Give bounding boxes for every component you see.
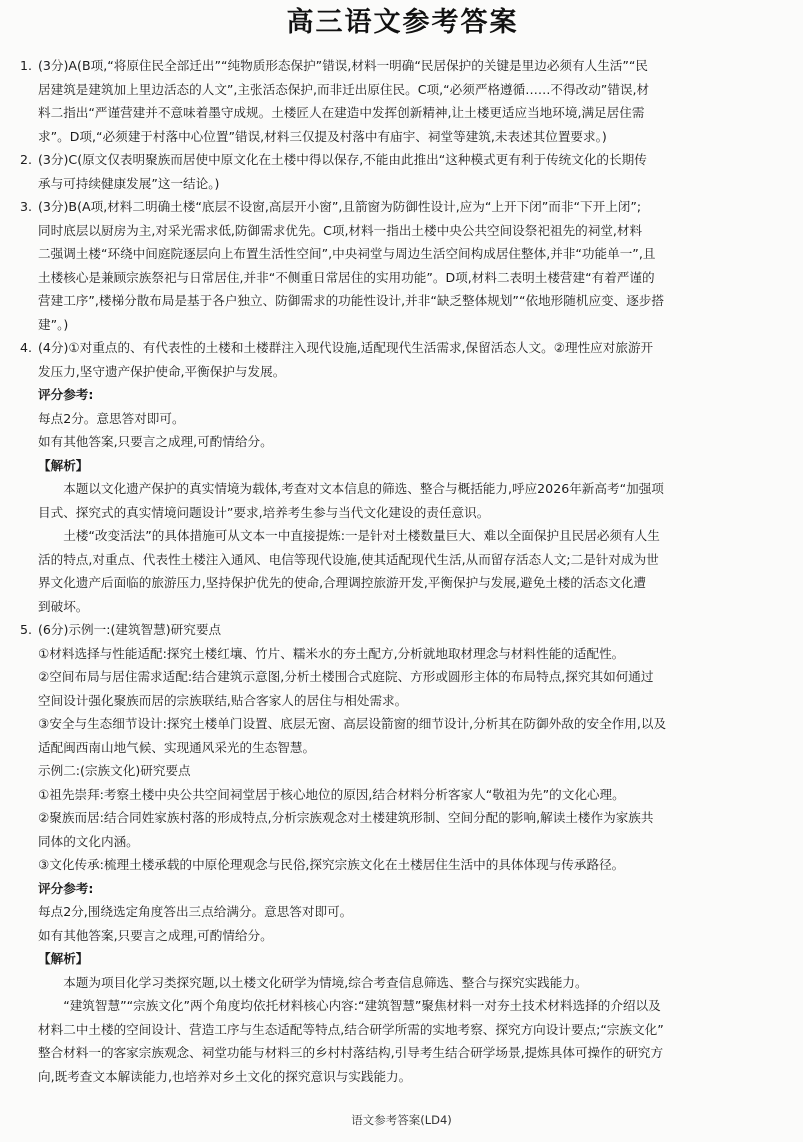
answer-line: (4分)①对重点的、有代表性的土楼和土楼群注入现代设施,适配现代生活需求,保留活态人文。②理性应对旅游开 [38,340,654,355]
example-1-point: ②空间布局与居住需求适配:结合建筑示意图,分析土楼围合式庭院、方形或圆形主体的布局特点,探究其如何通过 [38,669,654,684]
example-2-point: ②聚族而居:结合同姓家族村落的形成特点,分析宗族观念对土楼建筑形制、空间分配的影响,解读土楼作为家族共 [38,810,654,825]
answer-line: 居建筑是建筑加上里边活态的人文”,主张活态保护,而非迁出原住民。C项,“必须严格遵循……不得改动”错误,材 [38,81,650,97]
example-1-point: 空间设计强化聚族而居的宗族联结,贴合客家人的居住与相处需求。 [38,692,408,708]
analysis-line: 向,既考查文本解读能力,也培养对乡土文化的探究意识与实践能力。 [38,1068,412,1084]
answer-line: 发压力,坚守遗产保护使命,平衡保护与发展。 [38,363,286,379]
answer-line: 求”。D项,“必须建于村落中心位置”错误,材料三仅提及村落中有庙宇、祠堂等建筑,未表述其位置要求。) [38,128,607,144]
analysis-line: 界文化遗产后面临的旅游压力,坚持保护优先的使命,合理调控旅游开发,平衡保护与发展,避免土楼的活态文化遭 [38,575,646,590]
answer-line: (3分)B(A项,材料二明确土楼“底层不设窗,高层开小窗”,且箭窗为防御性设计,应为“上开下闭”而非“下开上闭”; [38,199,642,214]
question-number: 4. [20,340,33,355]
analysis-header: 【解析】 [38,457,89,473]
analysis-line: 本题以文化遗产保护的真实情境为载体,考查对文本信息的筛选、整合与概括能力,呼应2026年新高考“加强项 [63,481,664,496]
question-number: 1. [20,58,33,73]
answer-line: 承与可持续健康发展”这一结论。) [38,175,220,191]
analysis-header: 【解析】 [38,951,89,966]
analysis-line: 土楼“改变活法”的具体措施可从文本一中直接提炼:一是针对土楼数量巨大、难以全面保护且民居必须有人生 [63,528,660,543]
example-1-point: ①材料选择与性能适配:探究土楼红壤、竹片、糯米水的夯土配方,分析就地取材理念与材料性能的适配性。 [38,645,625,661]
answer-line: (6分)示例一:(建筑智慧)研究要点 [38,622,222,637]
analysis-line: “建筑智慧”“宗族文化”两个角度均依托材料核心内容:“建筑智慧”聚焦材料一对夯土技术材料选择的介绍以及 [63,998,661,1013]
question-4 [20,336,785,618]
scoring-header: 评分参考: [38,880,94,896]
question-1 [20,54,785,148]
analysis-line: 到破坏。 [38,598,89,614]
example-1-point: 适配闽西南山地气候、实现通风采光的生态智慧。 [38,739,316,755]
answer-line: 同时底层以厨房为主,对采光需求低,防御需求优先。C项,材料一指出土楼中央公共空间设祭祀祖先的祠堂,材料 [38,222,643,238]
question-5 [20,618,785,1088]
page-footer: 语文参考答案(LD4) [351,1113,452,1127]
question-3 [20,195,785,336]
question-number: 2. [20,152,33,167]
example-2-point: ①祖先崇拜:考察土楼中央公共空间祠堂居于核心地位的原因,结合材料分析客家人“敬祖为先”的文化心理。 [38,786,625,802]
page-title: 高三语文参考答案 [286,7,519,38]
scoring-line: 如有其他答案,只要言之成理,可酌情给分。 [38,927,273,943]
question-number: 5. [20,622,33,637]
analysis-line: 本题为项目化学习类探究题,以土楼文化研学为情境,综合考查信息筛选、整合与探究实践能力。 [63,974,588,990]
example-1-point: ③安全与生态细节设计:探究土楼单门设置、底层无窗、高层设箭窗的细节设计,分析其在防御外敌的安全作用,以及 [38,716,667,731]
answer-line: 土楼核心是兼顾宗族祭祀与日常居住,并非“不侧重日常居住的实用功能”。D项,材料二表明土楼营建“有着严谨的 [38,269,655,285]
answer-line: 建”。) [38,316,69,332]
analysis-line: 材料二中土楼的空间设计、营造工序与生态适配等特点,结合研学所需的实地考察、探究方向设计要点;“宗族文化” [38,1021,664,1037]
answer-line: (3分)A(B项,“将原住民全部迁出”“纯物质形态保护”错误,材料一明确“民居保护的关键是里边必须有人生活”“民 [38,58,649,73]
answer-line: 二强调土楼“环绕中间庭院逐层向上布置生活性空间”,中央祠堂与周边生活空间构成居住整体,并非“功能单一”,且 [38,246,656,261]
scoring-line: 如有其他答案,只要言之成理,可酌情给分。 [38,434,273,449]
scoring-line: 每点2分,围绕选定角度答出三点给满分。意思答对即可。 [38,904,353,919]
scoring-line: 每点2分。意思答对即可。 [38,410,185,426]
scoring-header: 评分参考: [38,387,94,402]
example-2-point: 同体的文化内涵。 [38,833,139,849]
answer-line: 营建工序”,楼梯分散布局是基于各户独立、防御需求的功能性设计,并非“缺乏整体规划”“依地形随机应变、逐步搭 [38,293,665,308]
analysis-line: 活的特点,对重点、代表性土楼注入通风、电信等现代设施,使其适配现代生活,从而留存活态人文;二是针对成为世 [38,551,659,567]
analysis-line: 整合材料一的客家宗族观念、祠堂功能与材料三的乡村村落结构,引导考生结合研学场景,提炼具体可操作的研究方 [38,1045,664,1060]
question-number: 3. [20,199,33,214]
question-2 [20,148,785,195]
answer-line: 料二指出“严谨营建并不意味着墨守成规。土楼匠人在建造中发挥创新精神,让土楼更适应当地环境,满足居住需 [38,105,645,120]
answer-line: (3分)C(原文仅表明聚族而居使中原文化在土楼中得以保存,不能由此推出“这种模式更有利于传统文化的长期传 [38,152,647,167]
analysis-line: 目式、探究式的真实情境问题设计”要求,培养考生参与当代文化建设的责任意识。 [38,504,490,520]
example-2-header: 示例二:(宗族文化)研究要点 [38,763,191,778]
example-2-point: ③文化传承:梳理土楼承载的中原伦理观念与民俗,探究宗族文化在土楼居住生活中的具体体现与传承路径。 [38,857,625,872]
